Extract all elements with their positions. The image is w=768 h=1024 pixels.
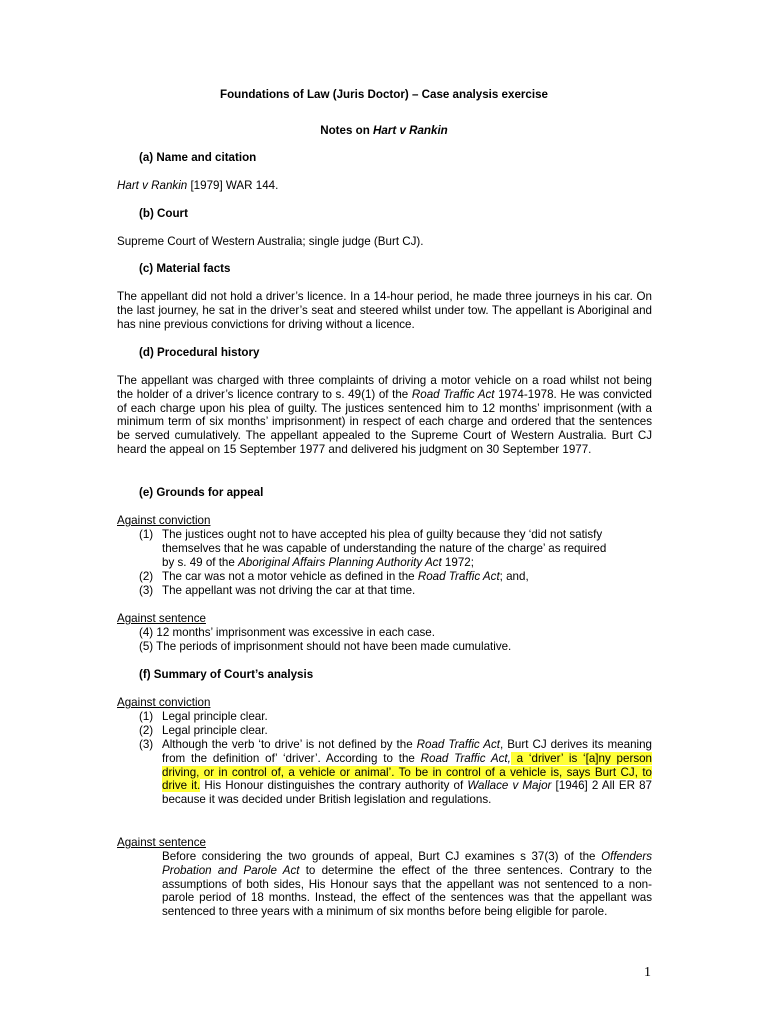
ground-3-number: (3) [139,584,154,597]
ground-1-line-3 [162,556,474,570]
ground-4-text: (4) 12 months’ imprisonment was excessive in each case. [139,626,435,639]
analysis-3-part-a: Although the verb ‘to drive’ is not defined by the [162,738,417,751]
heading-grounds-for-appeal: (e) Grounds for appeal [139,486,264,499]
procedural-history-text [117,374,652,457]
heading-name-citation: (a) Name and citation [139,151,257,164]
analysis-sentence-label: Against sentence [117,836,206,849]
citation-text [117,179,652,193]
procedural-text-1: The appellant was charged with three complaints of driving a motor vehicle on a road whilst not being the holder of a driver’s licence contrary to s. 49(1) of the [117,374,652,401]
procedural-act: Road Traffic Act [411,387,495,401]
ground-1-line-2: themselves that he was capable of understanding the nature of the charge’ as required [162,542,607,555]
ground-1-number: (1) [139,528,154,541]
analysis-sentence-part-b: to determine the effect of the three sentences. Contrary to the assumptions of both sides, His Honour says that the appellant was not sentenced to a non-parole period of 18 months. Instead, the effect of the sentences was that the appellant was sentenced to three years with a minimum of six months before being eligible for parole. [162,863,652,919]
material-facts-text: The appellant did not hold a driver’s licence. In a 14-hour period, he made three journeys in his car. On the last journey, he sat in the driver’s seat and steered whilst under tow. The appellant is Aboriginal and has nine previous convictions for driving without a licence. [117,290,652,331]
analysis-3-part-b: , Burt CJ derives its meaning from the definition of’ ‘driver’. According to the [162,738,652,765]
analysis-sentence-text [162,850,652,919]
citation-case-name: Hart v Rankin [117,179,188,192]
heading-material-facts: (c) Material facts [139,262,231,275]
analysis-sentence-act: Offenders Probation and Parole Act [162,850,652,877]
subtitle-prefix: Notes on [320,124,374,137]
analysis-3-case: Wallace v Major [467,779,552,793]
analysis-3-part-d: [1946] 2 All ER 87 because it was decided under British legislation and regulations. [162,779,653,807]
grounds-sentence-label: Against sentence [117,612,206,625]
heading-procedural-history: (d) Procedural history [139,346,260,359]
analysis-1-number: (1) [139,710,154,723]
ground-2-number: (2) [139,570,154,583]
analysis-3-text [162,738,652,807]
highlighted-definition: a ‘driver’ is ‘[a]ny person driving, or in control of, a vehicle or animal’. To be in control of a vehicle is, says Burt CJ, to drive it. [162,751,653,793]
subtitle-case-name: Hart v Rankin [373,124,448,137]
grounds-conviction-label: Against conviction [117,514,211,527]
document-title: Foundations of Law (Juris Doctor) – Case analysis exercise [220,88,548,101]
ground-1-act: Aboriginal Affairs Planning Authority Act [238,556,442,569]
document-subtitle [0,124,768,138]
analysis-3-act-1: Road Traffic Act [416,738,500,751]
heading-summary-analysis: (f) Summary of Court’s analysis [139,668,314,681]
page-number: 1 [644,965,651,980]
analysis-sentence-part-a: Before considering the two grounds of appeal, Burt CJ examines s 37(3) of the [162,850,602,863]
heading-court: (b) Court [139,207,188,220]
analysis-2-text: Legal principle clear. [162,724,268,737]
citation-ref: [1979] WAR 144. [187,179,279,192]
analysis-1-text: Legal principle clear. [162,710,268,723]
ground-2-act: Road Traffic Act [417,570,500,583]
ground-1-line-3-post: 1972; [441,556,474,569]
procedural-text-2: 1974-1978. He was convicted of each charge upon his plea of guilty. The justices sentenced him to 12 months’ imprisonment (with a minimum term of six months’ imprisonment) in respect of each charge and ordered that the sentences be served cumulatively. The appellant appealed to the Supreme Court of Western Australia. Burt CJ heard the appeal on 15 September 1977 and delivered his judgment on 30 September 1977. [117,387,653,456]
ground-2-pre: The car was not a motor vehicle as defined in the [162,570,418,583]
analysis-3-act-2: Road Traffic Act, [420,751,511,765]
analysis-conviction-label: Against conviction [117,696,211,709]
analysis-3-part-c: His Honour distinguishes the contrary authority of [200,779,468,793]
ground-3-text: The appellant was not driving the car at that time. [162,584,416,597]
ground-2-post: ; and, [499,570,529,583]
ground-2-text [162,570,529,584]
analysis-2-number: (2) [139,724,154,737]
analysis-3-number: (3) [139,738,154,751]
ground-1-line-1: The justices ought not to have accepted his plea of guilty because they ‘did not satisfy [162,528,603,541]
ground-5-text: (5) The periods of imprisonment should not have been made cumulative. [139,640,512,653]
ground-1-line-3-pre: by s. 49 of the [162,556,239,569]
court-text: Supreme Court of Western Australia; single judge (Burt CJ). [117,235,424,248]
